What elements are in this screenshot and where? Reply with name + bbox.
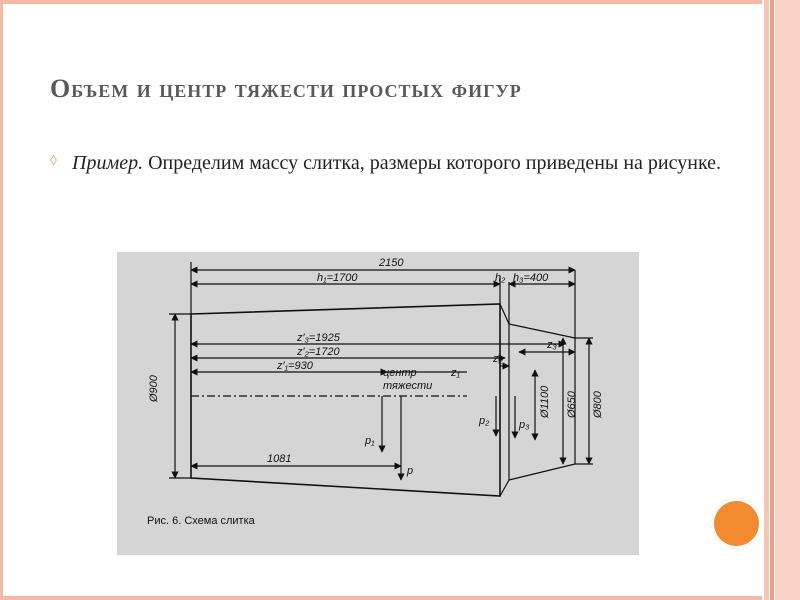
label-z2-short: z₂ bbox=[493, 353, 503, 365]
label-z1: z′₁=930 bbox=[277, 360, 313, 372]
label-z3-short: z₃ bbox=[547, 339, 557, 351]
label-p: p bbox=[407, 465, 414, 477]
label-center: центр bbox=[383, 367, 417, 379]
ingot-diagram bbox=[117, 252, 639, 555]
label-d900: Ø900 bbox=[148, 375, 160, 402]
decor-stripe-1 bbox=[764, 0, 769, 600]
label-p1: p₁ bbox=[365, 435, 375, 447]
ingot-figure bbox=[117, 252, 639, 555]
decor-circle bbox=[711, 498, 762, 549]
ingot-body bbox=[191, 304, 500, 496]
label-h1: h₁=1700 bbox=[317, 272, 358, 284]
ingot-neck bbox=[500, 304, 509, 496]
label-z1-short: z₁ bbox=[451, 367, 460, 379]
bullet-item bbox=[50, 148, 730, 179]
label-p3: p₃ bbox=[519, 419, 530, 431]
bullet-icon: ◊ bbox=[50, 154, 57, 169]
slide-title: Объем и центр тяжести простых фигур bbox=[50, 74, 522, 103]
bullet-lead: Пример. bbox=[72, 152, 144, 174]
label-total: 2150 bbox=[379, 257, 404, 269]
label-z3: z′₃=1925 bbox=[297, 332, 340, 344]
bullet-body: Определим массу слитка, размеры которого приведены на рисунке. bbox=[143, 152, 722, 174]
label-1081: 1081 bbox=[267, 453, 292, 465]
label-h2: h₂ bbox=[495, 272, 506, 284]
decor-stripe-2 bbox=[770, 0, 774, 600]
label-z2: z′₂=1720 bbox=[297, 346, 340, 358]
label-d1100: Ø1100 bbox=[539, 385, 551, 418]
label-h3: h₃=400 bbox=[513, 272, 549, 284]
label-d650: Ø650 bbox=[566, 391, 578, 418]
decor-stripe-3 bbox=[775, 0, 800, 600]
figure-caption: Рис. 6. Схема слитка bbox=[147, 515, 255, 527]
label-center-2: тяжести bbox=[383, 380, 433, 392]
label-p2: p₂ bbox=[479, 415, 490, 427]
label-d800: Ø800 bbox=[592, 391, 604, 418]
bullet-text bbox=[72, 148, 730, 179]
